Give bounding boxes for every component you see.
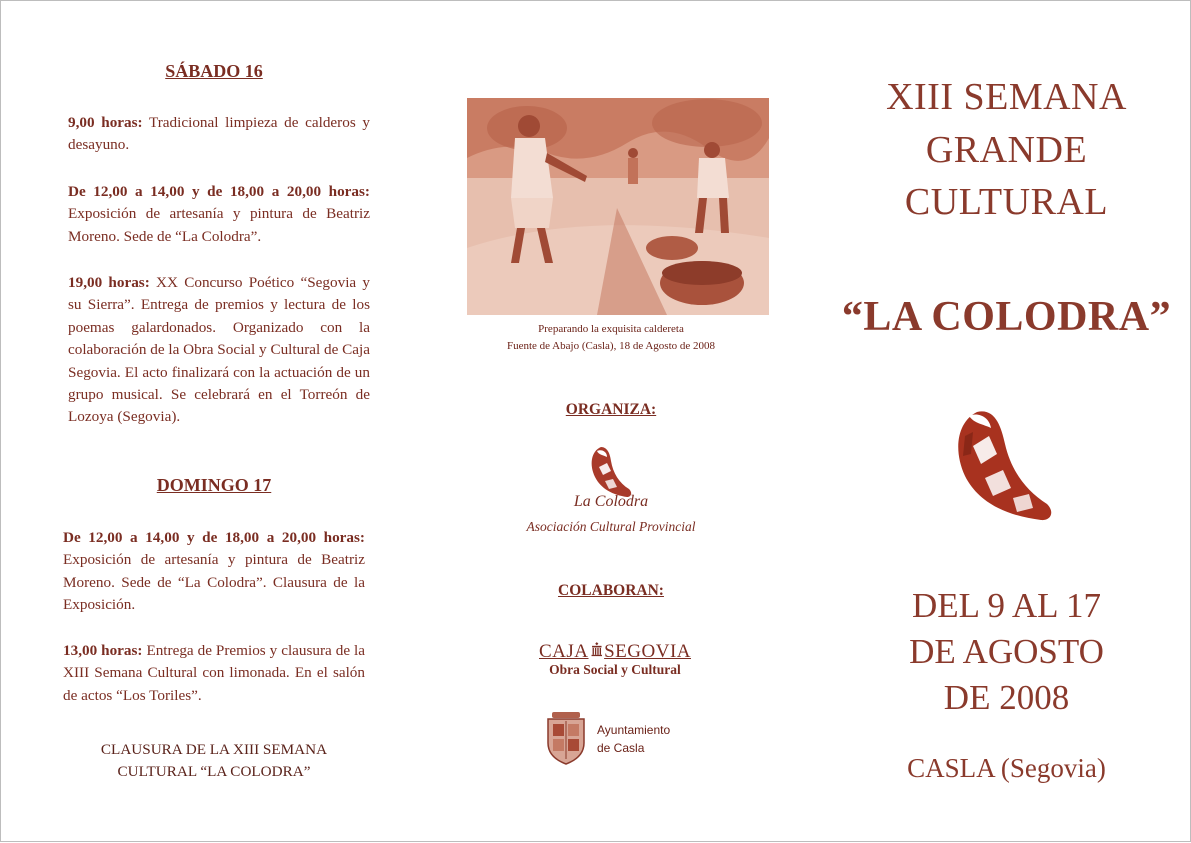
title-line: GRANDE xyxy=(925,128,1088,171)
organizer-name: La Colodra xyxy=(573,493,649,510)
photo-illustration xyxy=(467,98,769,315)
caja-segovia-emblem xyxy=(591,635,603,663)
association-title: “LA COLODRA” xyxy=(841,294,1172,340)
event-location: CASLA (Segovia) xyxy=(907,753,1106,783)
event-text: Entrega de Premios y clausura de la XIII Semana Cultural con limonada. En el salón de actos “Los Toriles”. xyxy=(63,642,366,704)
day1-title: SÁBADO 16 xyxy=(165,61,263,81)
dates-line: DE 2008 xyxy=(943,678,1070,717)
event-item xyxy=(63,640,365,707)
event-time: 19,00 horas: xyxy=(68,274,150,291)
casla-coat-of-arms xyxy=(544,711,588,765)
photo-caption-line: Fuente de Abajo (Casla), 18 de Agosto de 2008 xyxy=(506,340,716,352)
event-photo xyxy=(467,98,769,315)
title-line: CULTURAL xyxy=(904,181,1109,223)
event-text: Tradicional limpieza de calderos y desayuno. xyxy=(68,114,370,154)
segovia-word: SEGOVIA xyxy=(604,641,691,662)
caja-word: CAJA xyxy=(539,641,589,662)
ayuntamiento-line: Ayuntamiento xyxy=(597,723,671,737)
caja-segovia-wordmark xyxy=(539,635,691,663)
event-item xyxy=(63,527,365,617)
caja-segovia-subtitle: Obra Social y Cultural xyxy=(549,662,681,677)
event-item xyxy=(68,272,370,429)
colodra-horn-logo xyxy=(951,406,1061,524)
closing-note xyxy=(63,739,365,784)
ayuntamiento-line: de Casla xyxy=(597,741,645,755)
closing-line: CLAUSURA DE LA XIII SEMANA xyxy=(100,741,328,758)
event-time: De 12,00 a 14,00 y de 18,00 a 20,00 horas: xyxy=(68,183,370,200)
photo-caption-line: Preparando la exquisita caldereta xyxy=(538,323,684,335)
event-text: XX Concurso Poético “Segovia y su Sierra”. Entrega de premios y lectura de los poemas galardonados. Organizado con la colaboración de la Obra Social y Cultural de Caja Segovia. El acto finalizará con la actuación de un grupo musical. Se celebrará en el Torreón de Lozoya (Segovia). xyxy=(68,274,371,426)
event-item xyxy=(68,181,370,248)
program-column xyxy=(1,1,401,843)
event-dates xyxy=(821,583,1191,721)
closing-line: CULTURAL “LA COLODRA” xyxy=(117,763,311,781)
event-time: 13,00 horas: xyxy=(63,642,143,659)
dates-line: DE AGOSTO xyxy=(909,632,1104,671)
ayuntamiento-casla-label xyxy=(597,721,670,757)
event-time: De 12,00 a 14,00 y de 18,00 a 20,00 horas: xyxy=(63,529,365,546)
event-text: Exposición de artesanía y pintura de Beatriz Moreno. Sede de “La Colodra”. Clausura de la Exposición. xyxy=(63,551,365,614)
caja-segovia-logo xyxy=(539,635,691,678)
event-time: 9,00 horas: xyxy=(68,114,143,131)
day2-title: DOMINGO 17 xyxy=(156,475,272,495)
dates-line: DEL 9 AL 17 xyxy=(912,586,1101,625)
colodra-horn-logo xyxy=(587,443,637,499)
event-text: Exposición de artesanía y pintura de Beatriz Moreno. Sede de “La Colodra”. xyxy=(68,205,370,245)
event-item xyxy=(68,112,370,157)
organiza-heading: ORGANIZA: xyxy=(565,401,657,418)
colaboran-heading: COLABORAN: xyxy=(558,582,664,599)
title-line: XIII SEMANA xyxy=(886,76,1127,118)
event-title xyxy=(821,71,1191,229)
organizer-subtitle: Asociación Cultural Provincial xyxy=(526,519,696,534)
cover-column xyxy=(821,1,1191,843)
photo-caption xyxy=(421,321,801,355)
organizers-column xyxy=(401,1,821,843)
